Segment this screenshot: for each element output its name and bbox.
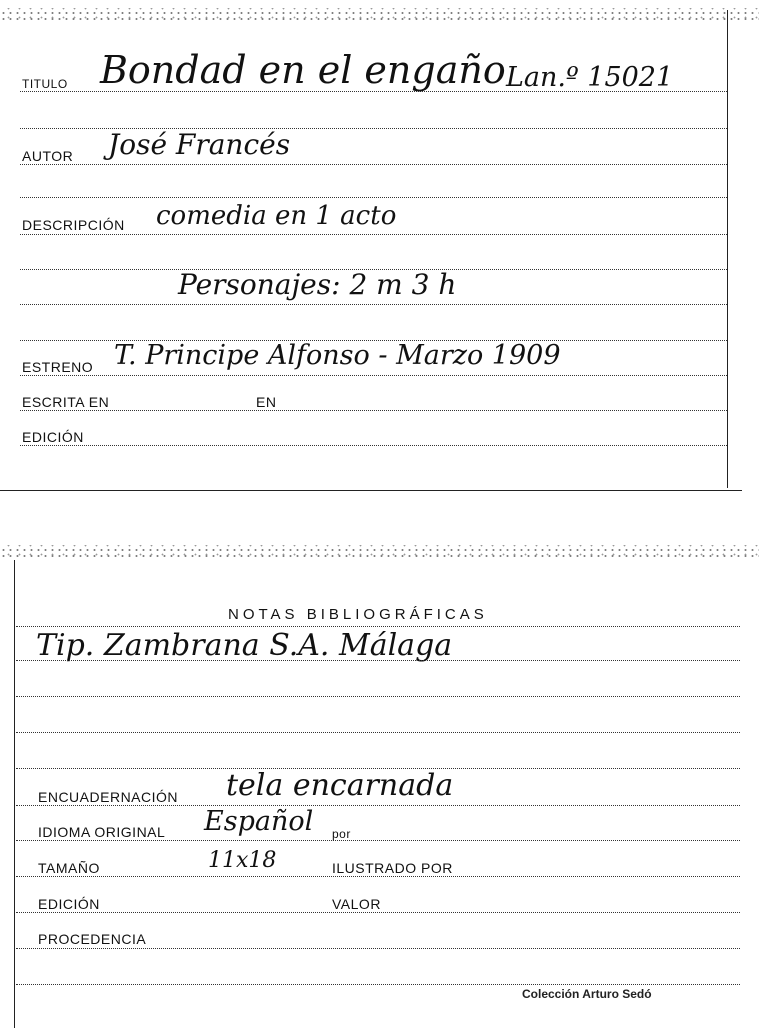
valor-label: VALOR [332,896,381,912]
rule-encuadernacion [16,805,740,806]
escrita-en-label: ESCRITA EN [22,394,110,410]
autor-label: AUTOR [22,148,74,164]
top-card-edge-texture [0,8,759,22]
encuadernacion-value: tela encarnada [226,768,454,803]
tamano-label: TAMAÑO [38,860,100,876]
top-card-right-border [727,10,728,488]
notas-heading: NOTAS BIBLIOGRÁFICAS [228,606,488,623]
bottom-card-left-border [14,560,15,1028]
rule-idioma [16,840,740,841]
titulo-ref: Lan.º 15021 [506,62,674,93]
descripcion-value: comedia en 1 acto [156,201,397,231]
top-card-bottom-edge [0,490,742,491]
edicion-label-bottom: EDICIÓN [38,896,100,912]
rule [16,696,740,697]
rule-edicion [20,445,727,446]
ilustrado-label: ILUSTRADO POR [332,860,453,876]
titulo-value: Bondad en el engaño [100,48,506,92]
rule [16,984,740,985]
rule-estreno [20,375,727,376]
rule [16,626,740,627]
estreno-value: T. Principe Alfonso - Marzo 1909 [114,340,561,371]
rule [20,197,727,198]
titulo-label: TITULO [22,77,68,91]
tamano-value: 11x18 [208,848,277,873]
rule-escrita [20,410,727,411]
rule-procedencia [16,948,740,949]
personajes-value: Personajes: 2 m 3 h [178,268,457,301]
rule-edicion [16,912,740,913]
rule-descripcion [20,234,727,235]
bottom-card-edge-texture [0,545,759,559]
rule-autor [20,164,727,165]
por-label: por [332,827,351,841]
collection-credit: Colección Arturo Sedó [522,987,652,1001]
en-label: EN [256,394,277,410]
catalog-card-bottom [0,540,759,1028]
descripcion-label: DESCRIPCIÓN [22,217,125,233]
rule-personajes [20,304,727,305]
rule [16,732,740,733]
procedencia-label: PROCEDENCIA [38,931,147,947]
encuadernacion-label: ENCUADERNACIÓN [38,789,179,805]
rule-tamano [16,876,740,877]
edicion-label-top: EDICIÓN [22,429,84,445]
notas-value: Tip. Zambrana S.A. Málaga [36,628,453,663]
idioma-label: IDIOMA ORIGINAL [38,824,166,840]
idioma-value: Español [204,806,314,837]
autor-value: José Francés [108,128,291,161]
rule [16,660,740,661]
estreno-label: ESTRENO [22,359,94,375]
catalog-card-top [0,0,759,500]
